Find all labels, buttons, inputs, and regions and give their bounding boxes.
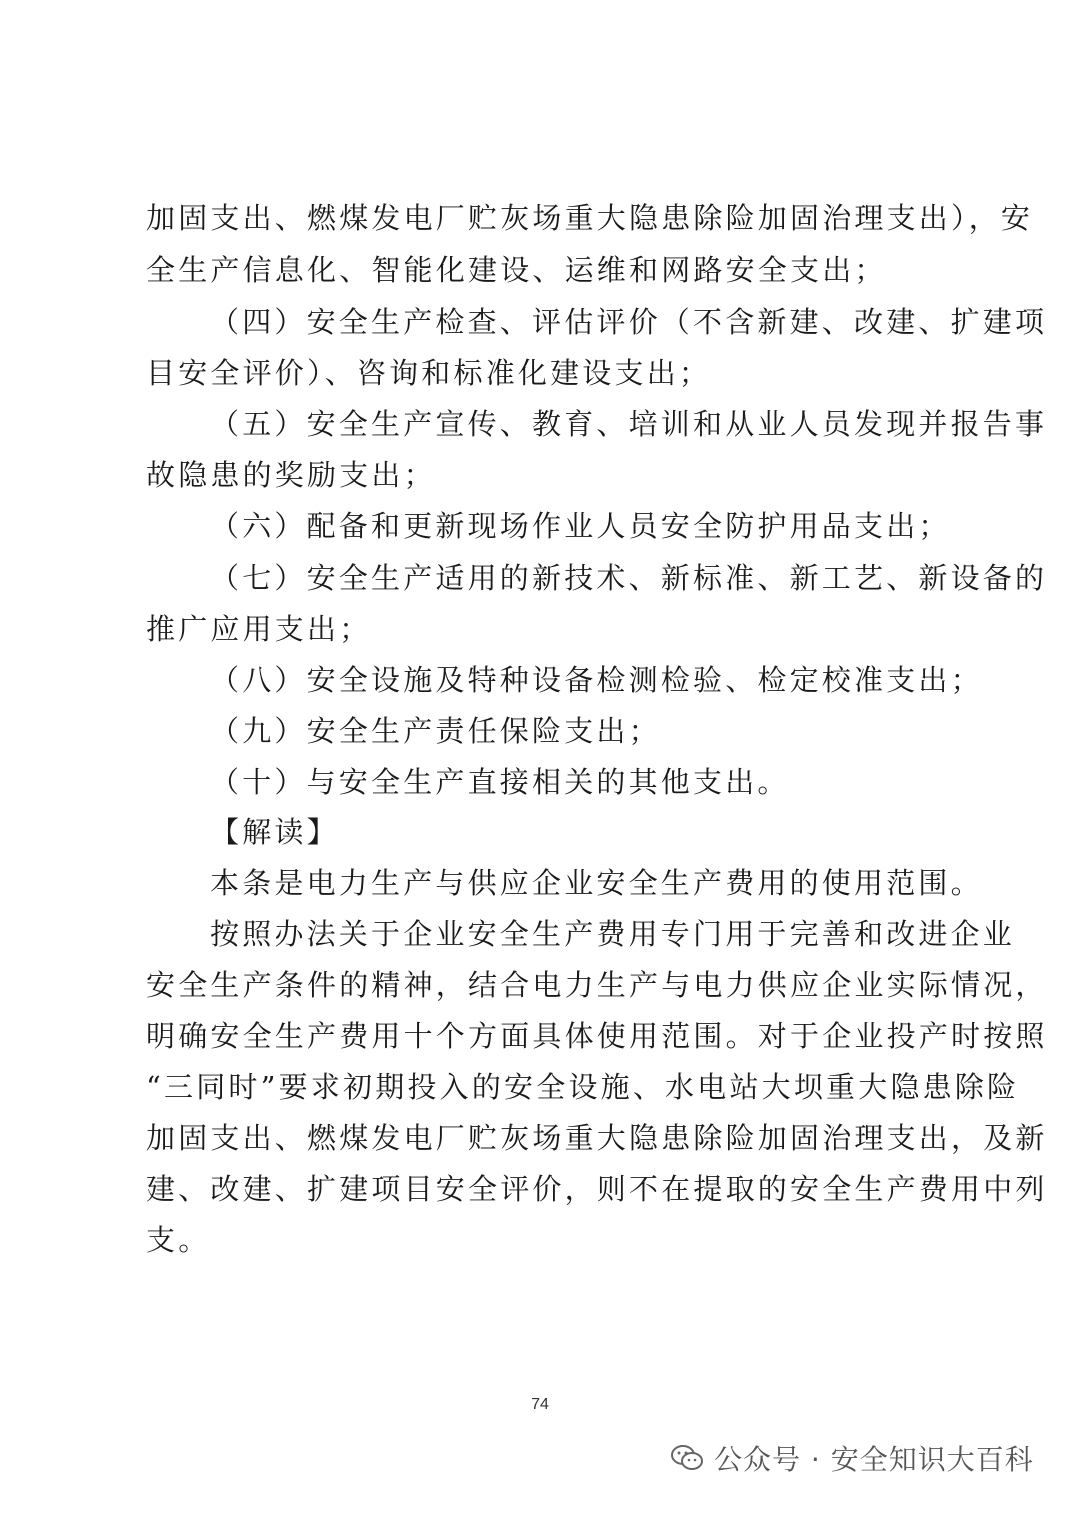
text-line-10: （八）安全设施及特种设备检测检验、检定校准支出； [210,663,983,697]
section-heading-interpretation: 【解读】 [210,815,339,849]
watermark-text: 公众号 · 安全知识大百科 [714,1443,1034,1476]
text-line-5: （五）安全生产宣传、教育、培训和从业人员发现并报告事 [210,407,1048,441]
page-number: 74 [531,1396,549,1413]
text-line-3: （四）安全生产检查、评估评价（不含新建、改建、扩建项 [210,305,1048,339]
text-line-18: “三同时”要求初期投入的安全设施、水电站大坝重大隐患除险 [146,1070,1020,1104]
text-line-17: 明确安全生产费用十个方面具体使用范围。对于企业投产时按照 [146,1019,1048,1053]
text-line-14: 本条是电力生产与供应企业安全生产费用的使用范围。 [210,866,983,900]
text-line-1: 加固支出、燃煤发电厂贮灰场重大隐患除险加固治理支出），安 [146,201,1034,235]
wechat-icon [670,1443,704,1473]
text-line-19: 加固支出、燃煤发电厂贮灰场重大隐患除险加固治理支出，及新 [146,1121,1048,1155]
text-line-15: 按照办法关于企业安全生产费用专门用于完善和改进企业 [210,917,1016,951]
text-line-16: 安全生产条件的精神，结合电力生产与电力供应企业实际情况， [146,968,1048,1002]
text-line-4: 目安全评价）、咨询和标准化建设支出； [146,356,712,390]
text-line-8: （七）安全生产适用的新技术、新标准、新工艺、新设备的 [210,561,1048,595]
text-line-2: 全生产信息化、智能化建设、运维和网路安全支出； [146,253,887,287]
text-line-21: 支。 [146,1223,211,1257]
text-line-20: 建、改建、扩建项目安全评价，则不在提取的安全生产费用中列 [146,1172,1048,1206]
text-line-12: （十）与安全生产直接相关的其他支出。 [210,765,790,799]
text-line-6: 故隐患的奖励支出； [146,458,436,492]
wechat-watermark [670,1433,1034,1483]
text-line-9: 推广应用支出； [146,612,372,646]
text-line-7: （六）配备和更新现场作业人员安全防护用品支出； [210,509,951,543]
text-line-11: （九）安全生产责任保险支出； [210,714,661,748]
